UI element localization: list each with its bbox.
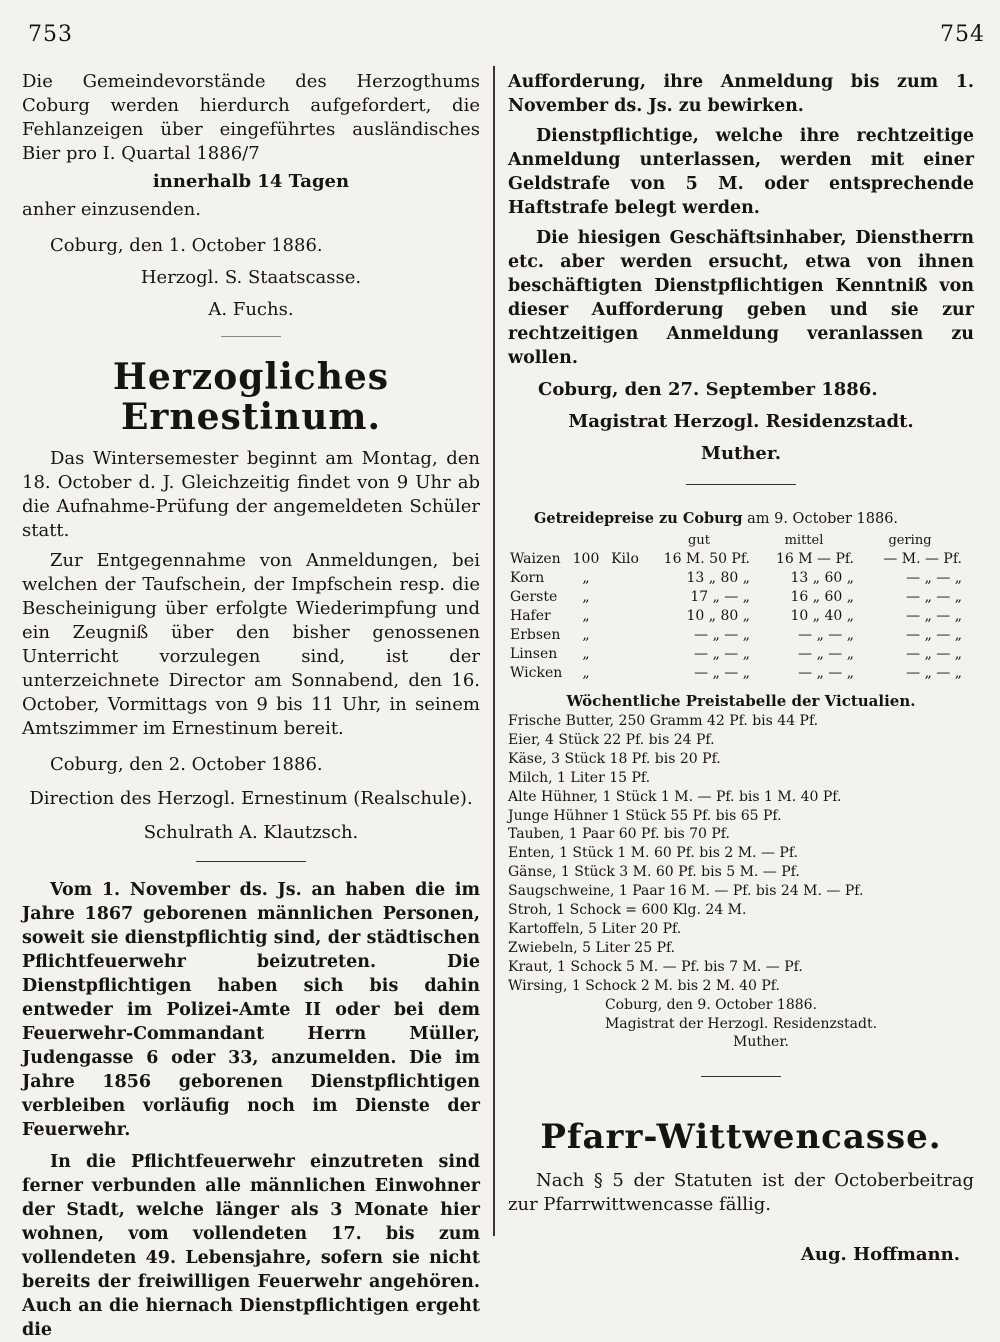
price-mittel: — „ — „ [798,645,854,662]
victualien-item: Zwiebeln, 5 Liter 25 Pf. [508,939,676,956]
ernestinum-notice [22,357,480,862]
victualien-item: Gänse, 1 Stück 3 M. 60 Pf. bis 5 M. — Pf. [508,864,800,881]
feuerwehr-cont-para-2: Dienstpflichtige, welche ihre rechtzeitige Anmeldung unterlassen, werden mit einer Geldstrafe von 5 M. oder entsprechende Haftstrafe belegt werden. [508,126,974,218]
victualien-item: Junge Hühner 1 Stück 55 Pf. bis 65 Pf. [508,807,782,824]
beer-notice-deadline: innerhalb 14 Tagen [152,171,350,192]
feuerwehr-para-2: In die Pflichtfeuerwehr einzutreten sind ferner verbunden alle männlichen Einwohner der Stadt, welche länger als 3 Monate hier wohnen, vom vollendeten 17. bis zum vollendeten 49. Lebensjahre, sofern sie nicht bereits der freiwilligen Feuerwehr angehören. Auch an die hiernach Dienstpflichtigen ergeht die [22,1152,480,1340]
feuerwehr-para-1: Vom 1. November ds. Js. an haben die im Jahre 1867 geborenen männlichen Personen, soweit sie dienstpflichtig sind, der städtischen Pflichtfeuerwehr beizutreten. Die Dienstpflichtigen haben sich bis dahin entweder im Polizei-Amte II oder bei dem Feuerwehr-Commandant Herrn Müller, Judengasse 6 oder 33, anzumelden. Die im Jahre 1856 geborenen Dienstpflichtigen verbleiben vorläufig noch im Dienste der Feuerwehr. [22,880,480,1140]
grain-unit: Kilo [611,550,639,567]
beer-notice-text: Die Gemeindevorstände des Herzogthums Coburg werden hierdurch aufgefordert, die Fehlanzeigen über eingeführtes ausländisches Bier pro I. Quartal 1886/7 [22,71,480,164]
feuerwehr-cont-para-1: Aufforderung, ihre Anmeldung bis zum 1. November ds. Js. zu bewirken. [508,72,974,116]
victualien-title: Wöchentliche Preistabelle der Victualien. [566,692,916,710]
ernestinum-para-2: Zur Entgegennahme von Anmeldungen, bei welchen der Taufschein, der Impfschein resp. die Bescheinigung über erfolgte Wiederimpfung und ein Zeugniß über den bisher genossenen Unterricht vorzulegen sind, ist der unterzeichnete Director am Sonnabend, den 16. October, Vormittags von 9 bis 11 Uhr, in seinem Amtszimmer im Ernestinum bereit. [22,550,480,739]
grain-price-row [508,568,964,587]
price-gering: — „ — „ [906,645,962,662]
victualien-item: Käse, 3 Stück 18 Pf. bis 20 Pf. [508,750,721,767]
beer-notice-date: Coburg, den 1. October 1886. [50,235,323,256]
page-number-right: 754 [940,22,985,47]
grain-price-row [508,606,964,625]
victualien-prices [508,690,974,1077]
price-mittel: 16 M — Pf. [775,550,854,567]
victualien-item: Kraut, 1 Schock 5 M. — Pf. bis 7 M. — Pf. [508,958,803,975]
pfarr-heading: Pfarr-Wittwencasse. [540,1117,942,1158]
price-gering: — „ — „ [906,588,962,605]
grain-qty: „ [582,626,590,643]
ernestinum-para-1: Das Wintersemester beginnt am Montag, den 18. October d. J. Gleichzeitig findet von 9 Uhr ab die Aufnahme-Prüfung der angemeldeten Schüler statt. [22,448,480,541]
price-gut: 10 „ 80 „ [686,607,750,624]
price-gut: — „ — „ [694,626,750,643]
price-mittel: 16 „ 60 „ [790,588,854,605]
price-gering: — „ — „ [906,664,962,681]
price-mittel: — „ — „ [798,626,854,643]
grain-unit [604,568,646,587]
section-divider [686,484,796,485]
victualien-list [508,712,974,996]
header-gut: gut [688,532,710,548]
column-divider [493,66,495,1236]
grain-name: Linsen [510,645,558,662]
feuerwehr-notice [22,878,480,1342]
pfarr-text: Nach § 5 der Statuten ist der Octoberbeitrag zur Pfarrwittwencasse fällig. [508,1170,974,1216]
section-divider [701,1076,781,1077]
price-gut: — „ — „ [694,664,750,681]
victualien-item: Alte Hühner, 1 Stück 1 M. — Pf. bis 1 M. 40 Pf. [508,788,842,805]
victualien-item: Saugschweine, 1 Paar 16 M. — Pf. bis 24 M. — Pf. [508,883,864,900]
grain-unit [604,606,646,625]
feuerwehr-date: Coburg, den 27. September 1886. [538,379,878,400]
price-mittel: — „ — „ [798,664,854,681]
header-gering: gering [888,532,932,548]
grain-price-row [508,663,964,682]
grain-name: Waizen [510,550,561,567]
grain-price-row [508,625,964,644]
victualien-item: Stroh, 1 Schock = 600 Klg. 24 M. [508,902,747,919]
feuerwehr-notice-continued [508,70,974,485]
grain-prices-header-row [508,531,964,549]
feuerwehr-cont-para-3: Die hiesigen Geschäftsinhaber, Dienstherrn etc. aber werden ersucht, etwa von ihnen beschäftigten Dienstpflichtigen Kenntniß von dieser Aufforderung geben und sie zur rechtzeitigen Anmeldung veranlassen zu wollen. [508,228,974,368]
grain-prices [508,509,974,682]
victualien-date: Coburg, den 9. October 1886. [604,996,818,1013]
ernestinum-signature: Schulrath A. Klautzsch. [143,822,359,843]
grain-name: Hafer [510,607,551,624]
victualien-item: Wirsing, 1 Schock 2 M. bis 2 M. 40 Pf. [508,977,780,994]
grain-price-row [508,549,964,568]
price-gering: — M. — Pf. [883,550,962,567]
right-column [508,70,974,1267]
pfarr-notice [508,1117,974,1267]
price-gering: — „ — „ [906,607,962,624]
grain-unit [604,663,646,682]
grain-prices-title-date: am 9. October 1886. [747,511,899,527]
victualien-item: Enten, 1 Stück 1 M. 60 Pf. bis 2 M. — Pf. [508,845,798,862]
victualien-item: Tauben, 1 Paar 60 Pf. bis 70 Pf. [508,826,730,843]
grain-name: Gerste [510,588,558,605]
header-mittel: mittel [784,532,824,548]
price-gut: 17 „ — „ [690,588,750,605]
feuerwehr-signature: Muther. [701,443,781,464]
grain-qty: „ [582,569,590,586]
grain-prices-title [508,509,974,529]
victualien-item: Frische Butter, 250 Gramm 42 Pf. bis 44 Pf. [508,713,819,729]
ernestinum-date: Coburg, den 2. October 1886. [50,754,323,775]
grain-qty: „ [582,664,590,681]
grain-name: Wicken [510,664,563,681]
beer-notice-authority: Herzogl. S. Staatscasse. [140,267,362,288]
grain-name: Erbsen [510,626,561,643]
grain-unit [604,644,646,663]
grain-qty: „ [582,645,590,662]
grain-prices-title-main: Getreidepreise zu Coburg [534,510,743,527]
victualien-item: Kartoffeln, 5 Liter 20 Pf. [508,920,682,937]
victualien-item: Milch, 1 Liter 15 Pf. [508,769,651,786]
beer-notice-closing: anher einzusenden. [22,199,201,220]
grain-price-row [508,587,964,606]
feuerwehr-authority: Magistrat Herzogl. Residenzstadt. [568,411,914,432]
price-gering: — „ — „ [906,626,962,643]
price-gut: — „ — „ [694,645,750,662]
grain-prices-body [508,549,964,682]
victualien-authority: Magistrat der Herzogl. Residenzstadt. [604,1015,878,1032]
section-divider [221,336,281,337]
price-gut: 16 M. 50 Pf. [663,550,750,567]
grain-unit [604,625,646,644]
left-column [22,70,480,1342]
grain-qty: 100 [572,550,600,567]
ernestinum-authority: Direction des Herzogl. Ernestinum (Realschule). [29,788,473,809]
price-mittel: 13 „ 60 „ [790,569,854,586]
grain-name: Korn [510,569,545,586]
beer-notice-signature: A. Fuchs. [208,299,294,320]
price-mittel: 10 „ 40 „ [790,607,854,624]
pfarr-signature: Aug. Hoffmann. [800,1244,960,1266]
price-gut: 13 „ 80 „ [686,569,750,586]
section-divider [196,861,306,862]
grain-price-row [508,644,964,663]
victualien-item: Eier, 4 Stück 22 Pf. bis 24 Pf. [508,731,715,748]
ernestinum-heading: Herzogliches Ernestinum. [112,356,390,438]
beer-notice [22,70,480,337]
grain-qty: „ [582,607,590,624]
page-number-left: 753 [28,22,73,47]
victualien-signature: Muther. [733,1034,789,1051]
price-gering: — „ — „ [906,569,962,586]
grain-qty: „ [582,588,590,605]
grain-prices-table [508,531,964,682]
grain-unit [604,587,646,606]
